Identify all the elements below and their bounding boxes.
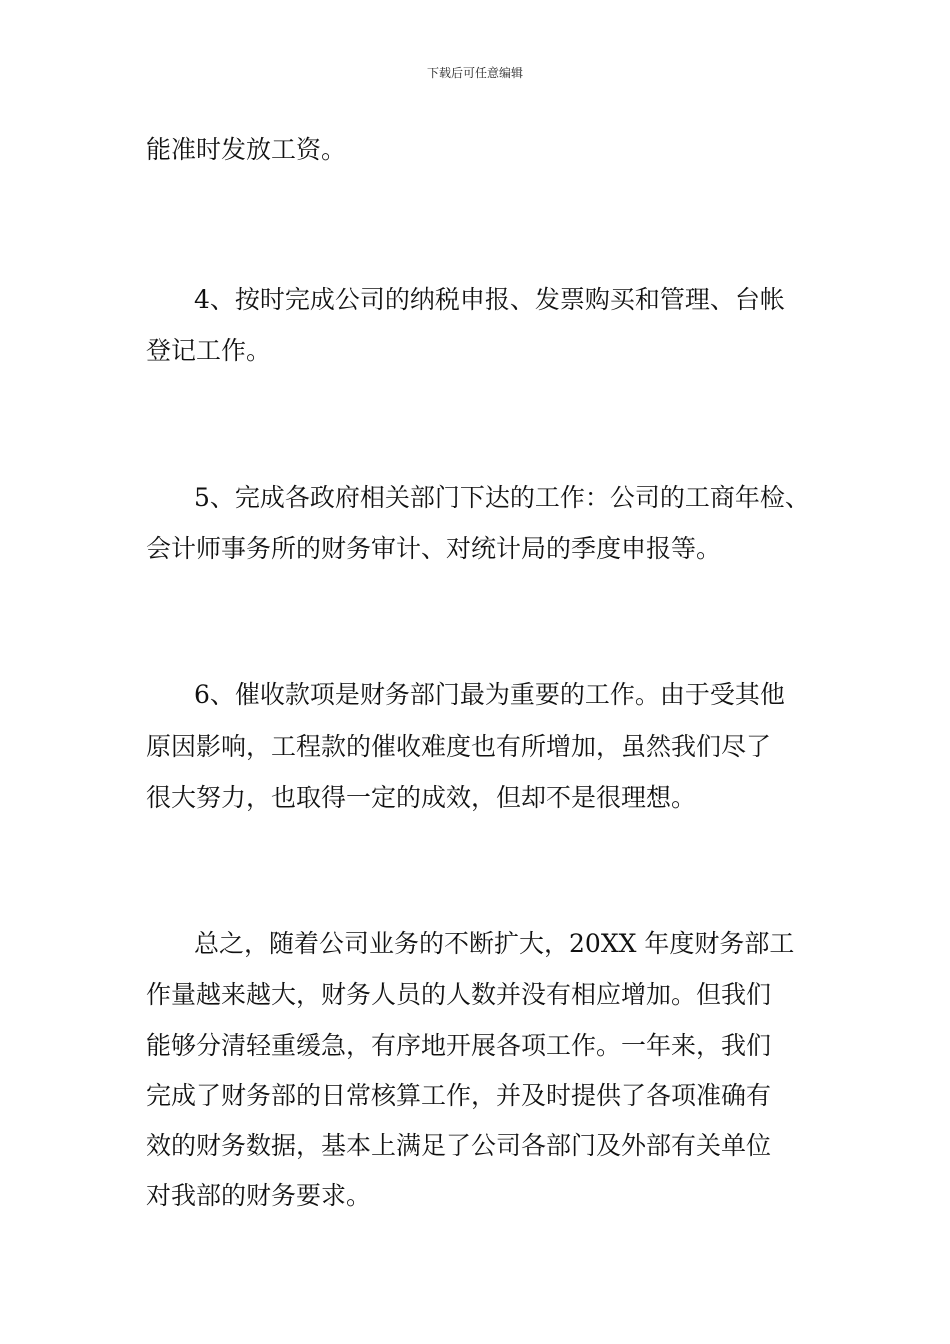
paragraph-line: 原因影响，工程款的催收难度也有所增加，虽然我们尽了 [146, 732, 772, 761]
paragraph-line: 会计师事务所的财务审计、对统计局的季度申报等。 [146, 534, 722, 563]
paragraph-line: 能准时发放工资。 [146, 135, 347, 164]
paragraph-line: 对我部的财务要求。 [146, 1181, 372, 1210]
paragraph-line: 完成了财务部的日常核算工作，并及时提供了各项准确有 [146, 1081, 772, 1110]
paragraph-line: 能够分清轻重缓急，有序地开展各项工作。一年来，我们 [146, 1031, 772, 1060]
paragraph-line: 6、催收款项是财务部门最为重要的工作。由于受其他 [194, 680, 785, 709]
paragraph-line: 很大努力，也取得一定的成效，但却不是很理想。 [146, 783, 697, 812]
page-header-note: 下载后可任意编辑 [426, 66, 523, 80]
paragraph-line: 效的财务数据，基本上满足了公司各部门及外部有关单位 [146, 1131, 772, 1160]
paragraph-line: 作量越来越大，财务人员的人数并没有相应增加。但我们 [146, 980, 772, 1009]
paragraph-line: 4、按时完成公司的纳税申报、发票购买和管理、台帐 [194, 285, 785, 314]
paragraph-line: 5、完成各政府相关部门下达的工作：公司的工商年检、 [194, 483, 810, 512]
paragraph-line: 登记工作。 [146, 336, 272, 365]
paragraph-line: 总之，随着公司业务的不断扩大，20XX 年度财务部工 [194, 929, 795, 958]
